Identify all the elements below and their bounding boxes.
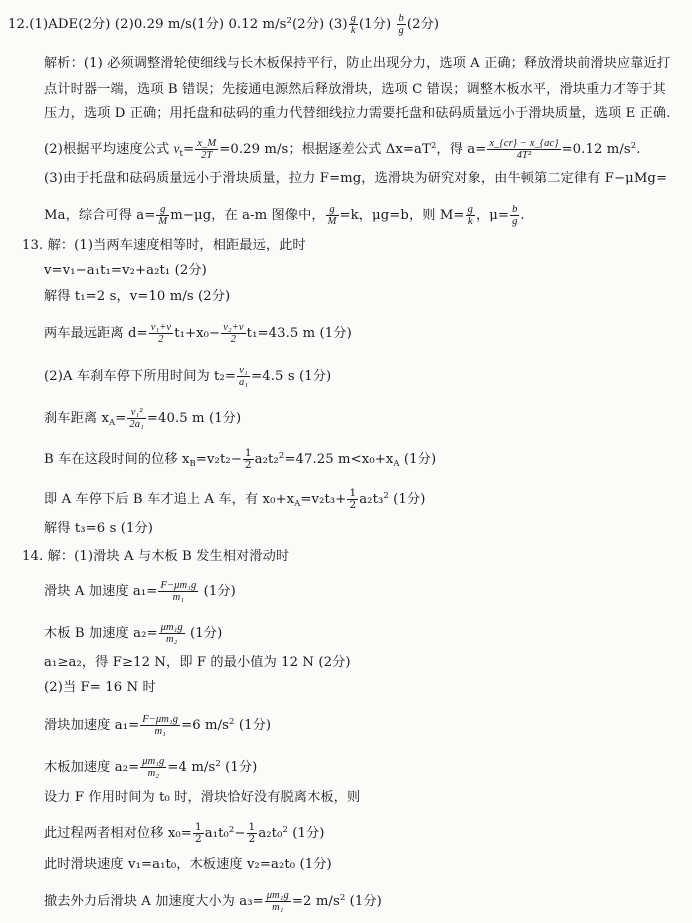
q14-a2-value: 木板加速度 a₂= $\frac{\text{μm₁g}}{\text{m₂}}$ =4 $m/s^2$ (1分) <box>44 756 258 780</box>
fraction-v1sq-over-2a1: $\frac{\text{v₁²}}{\text{2a₁}}$ <box>129 407 144 431</box>
q13-b-displacement: B 车在这段时间的位移 $x_B=v_2t_2-$ $\frac{1}{2}$ a₂t₂$^2$=47.25 $m<x_0+x_A$ (1分) <box>44 447 437 472</box>
fraction-avg-v1: $\frac{\text{v₁+v}}{2}$ <box>150 322 172 346</box>
fraction-a1: $\frac{\text{F−μm₁g}}{\text{m₁}}$ <box>160 580 197 604</box>
q12-analysis-line3: 压力，选项 D 正确；用托盘和砝码的重力代替细线拉力需要托盘和砝码质量远小于滑块质量，选项 E 正确. <box>44 106 671 121</box>
fraction-b-over-g: $\frac{b}{g}$ <box>398 13 404 37</box>
fraction-g-over-M-2: $\frac{g}{M}$ <box>327 204 337 228</box>
q12-answer-part2: (2分) (3) <box>292 17 348 33</box>
q12-analysis-line4: (2)根据平均速度公式 $v_t=$ $\frac{x\_M}{2T}$ =0.29 m/s；根据逐差公式 $\Delta x=aT^2$，得 a= $\frac{x\_\{cr\} - x\_\{ac\}}{\text{4T²}}$ =0.12 $m/s^2$. <box>44 138 641 162</box>
q12-answer-part1: 12.(1)ADE(2分) (2)0.29 m/s(1分) 0.12 m/s <box>8 17 287 33</box>
q12-answer-part3: (1分) <box>358 17 396 33</box>
q14-a2-formula: 木板 B 加速度 a₂= $\frac{\text{μm₁g}}{\text{m₂}}$ (1分) <box>44 622 223 646</box>
q13-max-distance: 两车最远距离 d= $\frac{\text{v₁+v}}{2}$ t₁+x₀− $\frac{\text{v₂+v}}{2}$ t₁=43.5 m (1分) <box>44 322 352 346</box>
q12-analysis-line6: Ma，综合可得 a= $\frac{g}{M}$ m−μg，在 a-m 图像中， $\frac{g}{M}$ =k，μg=b，则 M= $\frac{g}{k}$ ，μ= $\frac{b}{g}$ . <box>44 204 525 228</box>
fraction-a3: $\frac{\text{μm₁g}}{\text{m₁}}$ <box>266 890 289 914</box>
fraction-average-velocity: $\frac{x\_M}{2T}$ <box>197 138 217 162</box>
q12-answer-part4: (2分) <box>406 17 440 33</box>
q14-velocities: 此时滑块速度 v₁=a₁t₀，木板速度 v₂=a₂t₀ (1分) <box>44 857 332 872</box>
q13-solve-t1: 解得 t₁=2 s，v=10 m/s (2分) <box>44 289 231 304</box>
q14-relative-displacement: 此过程两者相对位移 x₀= $\frac{1}{2}$ a₁t₀$^2$− $\frac{1}{2}$ a₂t₀$^2$ (1分) <box>44 821 325 846</box>
q14-a3-value: 撤去外力后滑块 A 加速度大小为 a₃= $\frac{\text{μm₁g}}{\text{m₁}}$ =2 $m/s^2$ (1分) <box>44 890 382 914</box>
q13-header: 13. 解：(1)当两车速度相等时，相距最远，此时 <box>22 238 306 253</box>
q14-a1-formula: 滑块 A 加速度 a₁= $\frac{\text{F−μm₁g}}{\text{m₁}}$ (1分) <box>44 580 236 604</box>
q14-part2-header: (2)当 F= 16 N 时 <box>44 680 156 695</box>
fraction-a1-2: $\frac{\text{F−μm₁g}}{\text{m₁}}$ <box>142 714 179 738</box>
q14-min-force: a₁≥a₂，得 F≥12 N，即 F 的最小值为 12 N (2分) <box>44 655 351 670</box>
fraction-g-over-k: $\frac{g}{k}$ <box>350 13 356 37</box>
fraction-b-over-g-2: $\frac{b}{g}$ <box>512 204 518 228</box>
unit-square: 2 <box>286 16 293 27</box>
fraction-successive-difference: $\frac{x\_\{cr\} - x\_\{ac\}}{\text{4T²}}$ <box>489 138 559 162</box>
fraction-g-over-M: $\frac{g}{M}$ <box>158 204 168 228</box>
fraction-avg-v2: $\frac{\text{v₂+v}}{2}$ <box>223 322 244 346</box>
fraction-a2: $\frac{\text{μm₁g}}{\text{m₂}}$ <box>160 622 183 646</box>
q12-analysis-line1: 解析：(1) 必须调整滑轮使细线与长木板保持平行，防止出现分力，选项 A 正确；释放滑块前滑块应靠近打 <box>44 56 671 71</box>
q13-brake-distance: 刹车距离 $x_A=$ $\frac{\text{v₁²}}{\text{2a₁}}$ =40.5 m (1分) <box>44 407 242 431</box>
fraction-one-half-2: $\frac{1}{2}$ <box>349 487 357 512</box>
fraction-g-over-k-2: $\frac{g}{k}$ <box>467 204 473 228</box>
q12-answer-line <box>8 13 439 36</box>
fraction-a2-2: $\frac{\text{μm₁g}}{\text{m₂}}$ <box>142 756 165 780</box>
q13-brake-time: (2)A 车刹车停下所用时间为 t₂= $\frac{\text{v₁}}{\text{a₁}}$ =4.5 s (1分) <box>44 365 332 389</box>
q13-equal-velocity: v=v₁−a₁t₁=v₂+a₂t₁ (2分) <box>44 263 207 278</box>
q13-solve-t3: 解得 t₃=6 s (1分) <box>44 521 154 536</box>
q13-catch-up: 即 A 车停下后 B 车才追上 A 车，有 $x_0+x_A=v_2t_3+$ $\frac{1}{2}$ a₂t₃$^2$ (1分) <box>44 487 426 512</box>
q14-header: 14. 解：(1)滑块 A 与木板 B 发生相对滑动时 <box>22 549 290 564</box>
q14-time-setup: 设力 F 作用时间为 t₀ 时，滑块恰好没有脱离木板，则 <box>44 790 361 805</box>
q12-analysis-line2: 点计时器一端，选项 B 错误；先接通电源然后释放滑块，选项 C 错误；调整木板水平，滑块重力才等于其 <box>44 82 666 97</box>
fraction-one-half: $\frac{1}{2}$ <box>244 447 252 472</box>
q14-a1-value: 滑块加速度 a₁= $\frac{\text{F−μm₁g}}{\text{m₁}}$ =6 $m/s^2$ (1分) <box>44 714 272 738</box>
fraction-one-half-3: $\frac{1}{2}$ <box>194 821 202 846</box>
fraction-v1-over-a1: $\frac{\text{v₁}}{\text{a₁}}$ <box>239 365 249 389</box>
fraction-one-half-4: $\frac{1}{2}$ <box>248 821 256 846</box>
q12-analysis-line5: (3)由于托盘和砝码质量远小于滑块质量，拉力 F=mg，选滑块为研究对象，由牛顿第二定律有 F−μMg= <box>44 171 668 186</box>
